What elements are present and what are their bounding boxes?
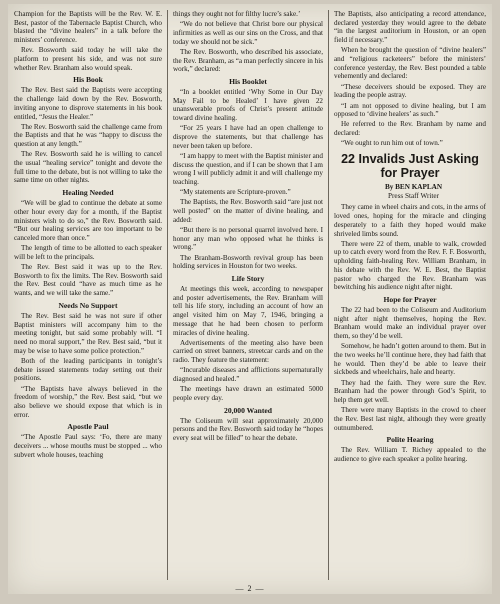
paragraph: “We do not believe that Christ bore our physical infirmities as well as our sins on the Cross, and that today we should not be sick.” [173, 20, 323, 46]
subhead-polite-hearing: Polite Hearing [386, 435, 434, 445]
paragraph: “The Baptists have always believed in the freedom of worship,” the Rev. Best said, “but we also believe we should expose that which is in error. [14, 384, 162, 419]
column-divider [167, 10, 168, 580]
paragraph: Rev. Bosworth said today he will take the platform to present his side, and was not sure whether Rev. Branham also would speak. [14, 46, 162, 72]
paragraph: The Rev. Bosworth said he is willing to cancel the usual “healing service” tonight and devote the full time to the debate, but is not willing to take the same time on other nights. [14, 150, 162, 185]
paragraph: The Branham-Bosworth revival group has been holding services in Houston for two weeks. [173, 253, 323, 271]
paragraph: “But there is no personal quarrel involved here. I honor any man who opposed what he thinks is wrong.” [173, 225, 323, 252]
paragraph: He referred to the Rev. Branham by name and declared: [334, 120, 486, 138]
paragraph: “We will be glad to continue the debate at some other hour every day for a month, if the Baptist ministers wish to do so,” the Rev. Bosworth said. “But our healing services are too important to be canceled more than once.” [14, 199, 162, 242]
paragraph: Advertisements of the meeting also have been carried on street banners, streetcar cards and on the radio. They feature the statement: [173, 338, 323, 365]
paragraph: The Rev. Best said the Baptists were accepting the challenge laid down by the Rev. Bosworth, inviting anyone to disprove statements in his book entitled, “Jesus the Healer.” [14, 86, 162, 121]
subhead-healing-needed: Healing Needed [62, 188, 114, 198]
subhead-hope-for-prayer: Hope for Prayer [383, 294, 437, 304]
subhead-20000-wanted: 20,000 Wanted [224, 405, 272, 415]
paragraph: “I am not opposed to divine healing, but I am opposed to ‘divine healers’ as such.” [334, 101, 486, 119]
column-2 [173, 10, 323, 444]
paragraph: They came in wheel chairs and cots, in the arms of loved ones, hoping for the miracle and clinging desperately to a faith they hoped would make shriveled limbs sound. [334, 203, 486, 238]
paragraph: The length of time to be allotted to each speaker will be left to the principals. [14, 244, 162, 261]
paragraph: The meetings have drawn an estimated 5000 people every day. [173, 385, 323, 402]
paragraph: “Incurable diseases and afflictions supernaturally diagnosed and healed.” [173, 366, 323, 384]
paragraph: The Baptists, also anticipating a record attendance, declared yesterday they would agree to the debate “in the largest auditorium in Houston, or an open field if necessary.” [334, 10, 486, 45]
paragraph: “In a booklet entitled ‘Why Some in Our Day May Fail to be Healed’ I have given 22 unanswerable proofs of Christ’s present attitude toward divine healing. [173, 87, 323, 123]
newspaper-page [8, 4, 492, 594]
subhead-life-story: Life Story [231, 273, 265, 283]
subhead-his-book: His Book [73, 75, 103, 85]
paragraph: Somehow, he hadn’t gotten around to them. But in the two weeks he’ll continue here, they had faith that he would. Then they’d be able to leave their sickbeds and wheelchairs, hale and hearty. [334, 342, 486, 377]
paragraph: The Baptists, the Rev. Bosworth said “are just not well posted” on the matter of divine healing, and added: [173, 198, 323, 224]
paragraph: When he brought the question of “divine healers” and “religious racketeers” before the ministers’ conference yesterday, the Rev. Best pounded a table vehemently and declared: [334, 46, 486, 81]
subhead-needs-no-support: Needs No Support [58, 300, 118, 310]
paragraph: There were 22 of them, unable to walk, crowded up to catch every word from the Rev. F. F. Bosworth, upholding faith-healing Rev. William Branham, in his debate with the Rev. W. E. Best, the Baptist pastor who charged the Rev. Branham was bewitching his audience night after night. [334, 239, 486, 292]
article-headline: 22 Invalids Just Asking for Prayer [341, 152, 479, 180]
paragraph: At meetings this week, according to newspaper and poster advertisements, the Rev. Branham will tell his life story, including an account of how an angel visited him on May 7, 1946, bringing a message that he had been chosen to perform miracles of divine healing. [173, 284, 323, 337]
paragraph: “I am happy to meet with the Baptist minister and discuss the question, and if I can be shown that I am wrong I will publicly admit it and will challenge my teaching. [173, 151, 323, 186]
paragraph: The Rev. Best said it was up to the Rev. Bosworth to fix the limits. The Rev. Bosworth said the Rev. Best could “have as much time as he wants, and we will take the same.” [14, 263, 162, 298]
paragraph: The Rev. Bosworth, who described his associate, the Rev. Branham, as “a man perfectly sincere in his work,” declared: [173, 47, 323, 74]
column-1 [14, 10, 162, 461]
paragraph: The Rev. Bosworth said the challenge came from the Baptists and that he was “happy to discuss the question at any length.” [14, 122, 162, 149]
paragraph: “These deceivers should be exposed. They are leading the people astray. [334, 82, 486, 100]
byline: By BEN KAPLAN [384, 183, 443, 192]
paragraph: The Rev. Best said he was not sure if other Baptist ministers will accompany him to the meeting tonight, but said some probably will. “I need no moral support,” the Rev. Best said, “but it may be wise to have some police protection.” [14, 311, 162, 355]
column-divider [328, 10, 329, 580]
subhead-his-booklet: His Booklet [229, 76, 267, 86]
paragraph: “My statements are Scripture-proven.” [180, 188, 291, 197]
paragraph: The Rev. William T. Richey appealed to the audience to give each speaker a polite hearing. [334, 446, 486, 464]
page-number: — 2 — [235, 584, 265, 593]
paragraph: things they ought not for filthy lucre’s sake.’ [173, 10, 301, 18]
column-3 [334, 10, 486, 465]
paragraph: Both of the leading participants in tonight’s debate issued statements today setting out their positions. [14, 356, 162, 383]
paragraph: Champion for the Baptists will be the Rev. W. E. Best, pastor of the Tabernacle Baptist Church, who blasted the “divine healers” in a talk before the ministers’ conference. [14, 10, 162, 45]
paragraph: The Coliseum will seat approximately 20,000 persons and the Rev. Bosworth said today he “hopes every seat will be filled” to hear the debate. [173, 416, 323, 443]
paragraph: “We ought to run him out of town.” [341, 139, 443, 148]
paragraph: The 22 had been to the Coliseum and Auditorium night after night themselves, hoping the Rev. Branham would make an individual prayer over them, so they’d be well. [334, 305, 486, 341]
paragraph: They had the faith. They were sure the Rev. Branham had the power through God’s Spirit, to help them get well. [334, 378, 486, 405]
paragraph: There were many Baptists in the crowd to cheer the Rev. Best last night, although they were greatly outnumbered. [334, 406, 486, 432]
paragraph: “For 25 years I have had an open challenge to disprove the statements, but that challenge has never been taken up before. [173, 124, 323, 150]
subhead-apostle-paul: Apostle Paul [67, 422, 109, 432]
byline-role: Press Staff Writer [388, 191, 439, 200]
paragraph: “The Apostle Paul says: ‘Fo, there are many deceivers ... whose mouths must be stopped ... who subvert whole houses, teaching [14, 433, 162, 459]
